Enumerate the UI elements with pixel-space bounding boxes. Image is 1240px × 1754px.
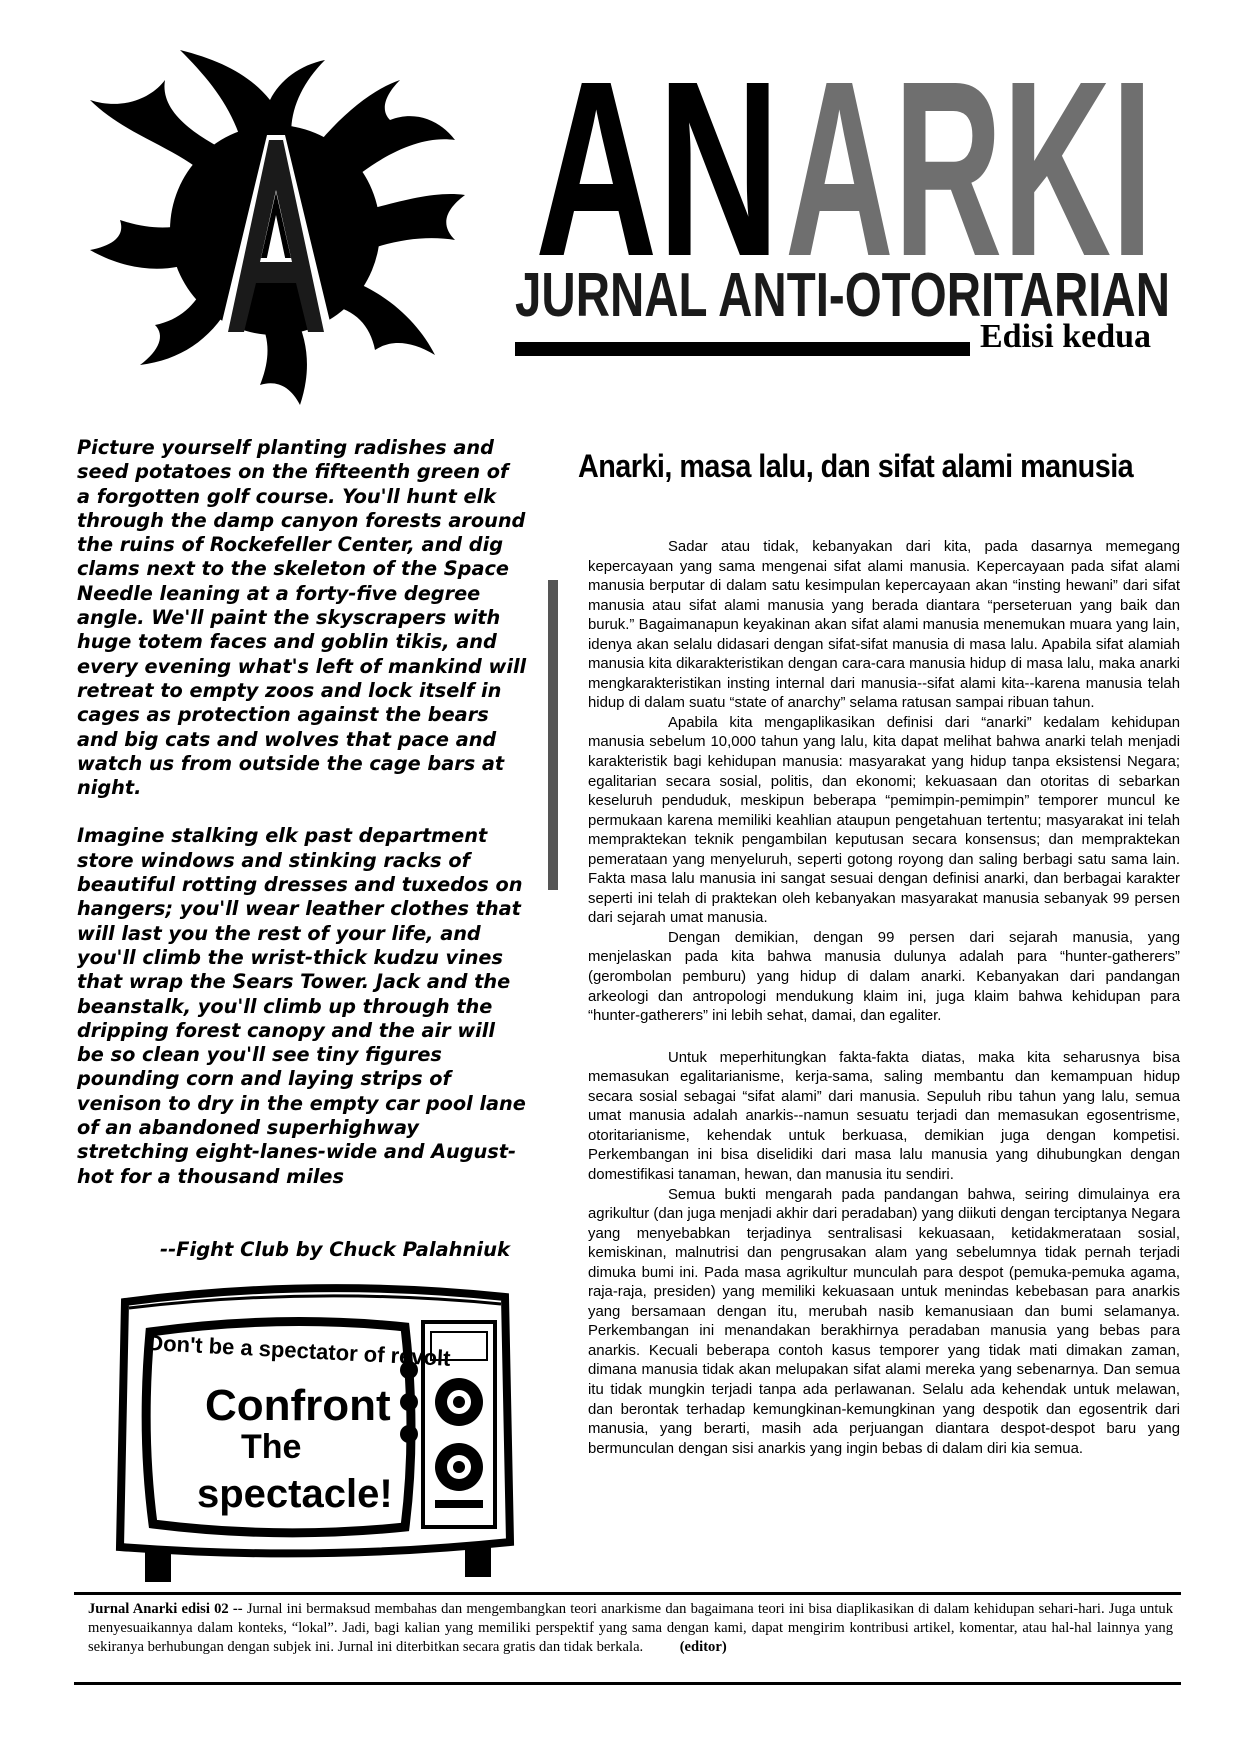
article-headline: Anarki, masa lalu, dan sifat alami manusia xyxy=(578,448,1134,484)
footer-lead: Jurnal Anarki edisi 02 -- xyxy=(88,1601,243,1617)
masthead-title-arki: ARKI xyxy=(785,40,1153,308)
article-body xyxy=(588,538,1180,1459)
tv-banner-text: Don't be a spectator of revolt xyxy=(146,1330,452,1371)
article-paragraph: Semua bukti mengarah pada pandangan bahwa, seiring dimulainya era agrikultur (dan juga menjadi akhir dari peradaban) yang diikuti dengan terciptanya Negara yang menyebabkan terjadinya sentralisasi kekuasaan, ketidakmerataan sosial, kemiskinan, malnutrisi dan pengrusakan alam yang sebelumnya tidak pernah terjadi dimuka bumi ini. Pada masa agrikultur munculah para despot (pemuka-pemuka agama, raja-raja, presiden) yang memiliki kekuasaan untuk menindas kebebasan para anarkis yang bersamaan dengan itu, merubah nasib kemanusiaan dan bumi selamanya. Perkembangan ini menandakan berakhirnya peradaban manusia yang bebas para anarkis. Kecuali beberapa contoh kasus temporer yang tidak mati dimakan zaman, dimana manusia tidak akan melupakan sifat alami mereka yang sebenarnya. Dan semua itu tidak mungkin terjadi tanpa ada perlawanan. Selalu ada kehendak untuk melawan, dan berontak terhadap kemungkinan-kemungkinan yang despotik dan egosentrik dari manusia, yang berarti, masih ada perjuangan diantara despot-despot baru yang bermunculan dengan sisi anarkis yang ingin bebas di dalam diri kia semua. xyxy=(588,1186,1180,1457)
anarchy-a-sun-logo-icon xyxy=(70,40,480,420)
article-side-bar xyxy=(548,580,558,890)
fight-club-quote xyxy=(77,436,527,1213)
quote-attribution: --Fight Club by Chuck Palahniuk xyxy=(160,1238,510,1261)
footer-rule-bottom xyxy=(74,1682,1181,1685)
tv-line1: Confront xyxy=(205,1381,391,1430)
masthead-rule xyxy=(515,342,970,356)
television-icon xyxy=(105,1262,525,1592)
article-paragraph: Apabila kita mengaplikasikan definisi dari “anarki” kedalam kehidupan manusia sebelum 10,000 tahun yang lalu, kita dapat melihat bahwa anarki telah menjadi karakteristik bagi kehidupan manusia: masyarakat yang hidup tanpa eksistensi Negara; egalitarian secara sosial, politis, dan ekonomi; kekuasaan dan otoritas di sebarkan keseluruh penduduk, meskipun beberapa “pemimpin-pemimpin” temporer muncul ke permukaan karena memiliki keahlian ataupun pengetahuan tertentu; masyarakat ini telah mempraktekan teknik pengambilan keputusan secara konsensus; dan mempraktekan pemerataan yang menyeluruh, seperti gotong royong dan saling berbagi satu sama lain. Fakta masa lalu manusia ini sangat sesuai dengan definisi anarki, dan berbagai karakter seperti ini telah di praktekan oleh kebanyakan masyarakat manusia sebanyak 99 persen dari sejarah umat manusia. xyxy=(588,714,1180,927)
footer-signature: (editor) xyxy=(679,1639,727,1655)
masthead-title-an: AN xyxy=(535,40,780,308)
article-paragraph: Untuk meperhitungkan fakta-fakta diatas, maka kita seharusnya bisa memasukan egalitarianisme, kerja-sama, saling membantu dan kemampuan hidup secara sosial sebagai “sifat alami” dari manusia. Sepuluh ribu tahun yang lalu, semua umat manusia adalah anarkis--namun sesuatu terjadi dan memasukan egosentrisme, otoritarianisme, kehendak untuk berkuasa, demikian juga dengan kompetisi. Perkembangan ini bisa diselidiki dari masa lalu manusia yang dihubungkan dengan domestifikasi tanaman, hewan, dan manusia itu sendiri. xyxy=(588,1049,1180,1183)
tv-line3: spectacle! xyxy=(197,1472,393,1516)
subtitle-text: JURNAL ANTI-OTORITARIAN xyxy=(515,261,1170,328)
quote-paragraph: Imagine stalking elk past department store windows and stinking racks of beautiful rotting dresses and tuxedos on hangers; you'll wear leather clothes that will last you the rest of your life, and you'll climb the wrist-thick kudzu vines that wrap the Sears Tower. Jack and the beanstalk, you'll climb up through the dripping forest canopy and the air will be so clean you'll see tiny figures pounding corn and laying strips of venison to dry in the empty car pool lane of an abandoned superhighway stretching eight-lanes-wide and August-hot for a thousand miles xyxy=(77,824,526,1188)
footer-text: Jurnal ini bermaksud membahas dan mengembangkan teori anarkisme dan bagaimana teori ini bisa diaplikasikan di dalam kehidupan sehari-hari. Juga untuk menyesuaikannya dalam konteks, “lokal”. Jadi, bagi kalian yang memiliki perspektif yang sama dengan kami, dapat mengirim kontribusi artikel, komentar, atau hal-hal lainnya yang sekiranya berhubungan dengan subjek ini. Jurnal ini diterbitkan secara gratis dan tidak berkala. xyxy=(88,1601,1173,1655)
article-paragraph: Dengan demikian, dengan 99 persen dari sejarah manusia, yang menjelaskan pada kita bahwa manusia dulunya adalah para “hunter-gatherers” (gerombolan pemburu) yang hidup di dalam anarki. Kebanyakan dari pandangan arkeologi dan antropologi mendukung klaim ini, juga klaim bahwa kehidupan para “hunter-gatherers” ini lebih sehat, damai, dan egaliter. xyxy=(588,929,1180,1025)
article-paragraph: Sadar atau tidak, kebanyakan dari kita, pada dasarnya memegang kepercayaan yang sama mengenai sifat alami manusia. Kepercayaan pada sifat alami manusia berputar di dalam satu kesimpulan kepercayaan akan “insting hewani” dari sifat manusia atau sifat alami manusia yang berada diantara “perseteruan yang baik dan buruk.” Bagaimanapun keyakinan akan sifat alami manusia menemukan muara yang lain, idenya akan selalu didasari dengan sifat-sifat manusia di masa lalu. Apabila sifat alamiah manusia kita dikarakteristikan dengan cara-cara manusia hidup di masa lalu, maka anarki mengkarakteristikan insting internal dari manusia--sifat alami kita--karena manusia telah hidup di dalam suatu “state of anarchy” selama ratusan sampai ribuan tahun. xyxy=(588,539,1180,712)
footer-rule-top xyxy=(74,1592,1181,1595)
quote-paragraph: Picture yourself planting radishes and seed potatoes on the fifteenth green of a forgotten golf course. You'll hunt elk through the damp canyon forests around the ruins of Rockefeller Center, and dig clams next to the skeleton of the Space Needle leaning at a forty-five degree angle. We'll paint the skyscrapers with huge totem faces and goblin tikis, and every evening what's left of mankind will retreat to empty zoos and lock itself in cages as protection against the bears and big cats and wolves that pace and watch us from outside the cage bars at night. xyxy=(77,436,527,800)
edition-label: Edisi kedua xyxy=(980,318,1152,355)
tv-line2: The xyxy=(241,1428,302,1466)
footer-note xyxy=(88,1600,1173,1657)
